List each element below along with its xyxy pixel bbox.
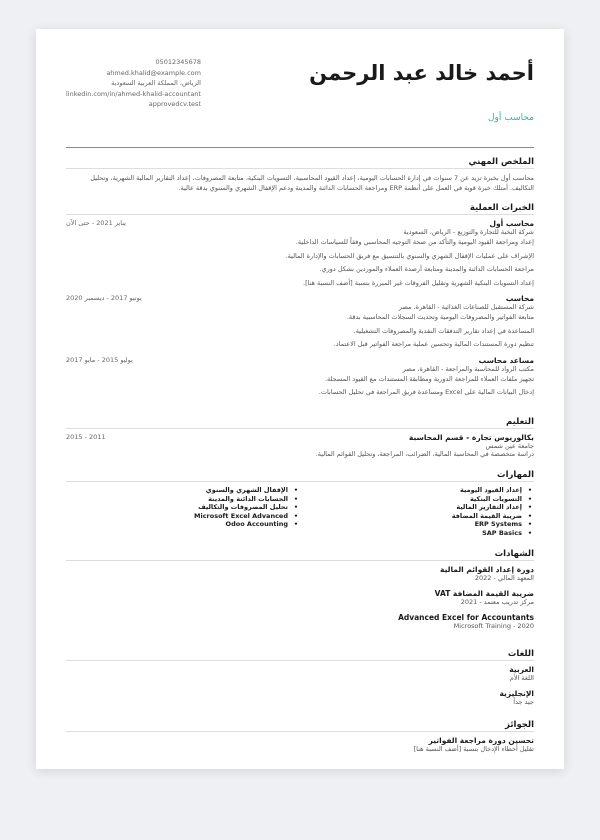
language-level: اللغة الأم: [509, 674, 534, 682]
job-date: يناير 2021 - حتى الآن: [66, 219, 126, 227]
language-level: جيد جداً: [513, 698, 534, 706]
education-detail: دراسة متخصصة في المحاسبة المالية، الضرائب، المراجعة، وتحليل القوائم المالية.: [315, 450, 534, 458]
job-bullet: إعداد ومراجعة القيود اليومية والتأكد من صحة التوجيه المحاسبي وفقاً للسياسات الداخلية.: [295, 238, 534, 246]
job-company: شركة النخبة للتجارة والتوزيع - الرياض، السعودية: [403, 228, 534, 236]
contact-block: [66, 57, 201, 110]
school-name: جامعة عين شمس: [485, 442, 534, 450]
skills-column: [66, 486, 300, 537]
job-bullet: المساعدة في إعداد تقارير التدفقات النقدية والمصروفات التشغيلية.: [353, 326, 534, 335]
award-detail: تقليل أخطاء الإدخال بنسبة [أضف النسبة هنا]: [413, 745, 534, 753]
skill-item: • الحسابات الدائنة والمدينة: [66, 495, 300, 504]
languages-section: [66, 649, 534, 713]
skill-item: • إعداد القيود اليومية: [300, 486, 534, 495]
skill-item: • Microsoft Excel Advanced: [66, 512, 300, 521]
cert-name: دورة إعداد القوائم المالية: [440, 565, 534, 574]
awards-section: [66, 720, 534, 753]
job-date: يونيو 2017 - ديسمبر 2020: [66, 294, 142, 302]
job-title: محاسب: [505, 294, 534, 303]
contact-phone: 05012345678: [155, 58, 201, 66]
job-title: محاسب أول: [489, 219, 534, 228]
job-bullet: مراجعة الحسابات الدائنة والمدينة ومتابعة أرصدة العملاء والموردين بشكل دوري.: [319, 265, 534, 273]
job-company: شركة المستقبل للصناعات الغذائية - القاهرة، مصر: [398, 303, 534, 311]
cert-name: ضريبة القيمة المضافة VAT: [434, 589, 534, 598]
resume-header: [66, 57, 534, 147]
cert-issuer: Microsoft Training - 2020: [453, 622, 534, 630]
job-date: يوليو 2015 - مايو 2017: [66, 355, 133, 364]
contact-linkedin[interactable]: linkedin.com/in/ahmed-khalid-accountant: [66, 89, 201, 98]
education-entry: [66, 433, 534, 458]
section-title: الشهادات: [66, 549, 534, 561]
skill-item: • SAP Basics: [300, 529, 534, 538]
resume-page: [36, 29, 564, 769]
contact-location: الرياض، المملكة العربية السعودية: [111, 79, 201, 87]
section-title: المهارات: [66, 470, 534, 482]
skills-section: [66, 470, 534, 537]
job-entry: [66, 356, 534, 400]
degree-title: بكالوريوس تجارة - قسم المحاسبة: [408, 433, 534, 442]
job-company: مكتب الرواد للمحاسبة والمراجعة - القاهرة، مصر: [402, 364, 534, 373]
skill-item: • التسويات البنكية: [300, 495, 534, 504]
skills-column: [300, 486, 534, 537]
summary-section: [66, 157, 534, 193]
job-title: مساعد محاسب: [478, 355, 534, 365]
certifications-section: [66, 549, 534, 637]
contact-email[interactable]: ahmed.khalid@example.com: [106, 68, 201, 77]
job-bullet: تنظيم دورة المستندات المالية وتحسين عملية مراجعة الفواتير قبل الاعتماد.: [333, 340, 534, 348]
job-bullet: إعداد التسويات البنكية الشهرية وتقليل الفروقات غير المبررة بنسبة [أضف النسبة هنا].: [303, 278, 534, 287]
candidate-role: محاسب أول: [488, 113, 534, 123]
skill-item: • الإقفال الشهري والسنوي: [66, 486, 300, 495]
summary-text: محاسب أول بخبرة تزيد عن 7 سنوات في إدارة الحسابات اليومية، إعداد القيود المحاسبية، التسويات البنكية، متابعة المصروفات، إعداد التقارير المالية الشهرية، وتحليل التكاليف. أمتلك خبرة قوية في العمل على أنظمة ERP ومراجعة الحسابات الدائنة والمدينة ودعم الإقفال الشهري والسنوي بدقة عالية.: [90, 174, 534, 192]
header-divider: [66, 147, 534, 148]
candidate-name: أحمد خالد عبد الرحمن: [309, 61, 534, 85]
job-bullet: تجهيز ملفات العملاء للمراجعة الدورية ومطابقة المستندات مع القيود المسجلة.: [324, 374, 534, 383]
section-title: اللغات: [66, 649, 534, 661]
section-title: التعليم: [66, 417, 534, 429]
skill-item: • تحليل المصروفات والتكاليف: [66, 503, 300, 512]
job-bullet: الإشراف على عمليات الإقفال الشهري والسنوي بالتنسيق مع فريق الحسابات والإدارة المالية.: [285, 251, 534, 260]
cert-name: Advanced Excel for Accountants: [398, 613, 534, 622]
job-bullet: متابعة الفواتير والمصروفات اليومية وتحديث السجلات المحاسبية بدقة.: [346, 313, 534, 321]
education-date: 2011 - 2015: [66, 433, 106, 441]
language-name: العربية: [509, 665, 534, 674]
skill-item: • ضريبة القيمة المضافة: [300, 512, 534, 521]
job-entry: [66, 294, 534, 352]
contact-website[interactable]: approvedcv.test: [148, 100, 201, 108]
section-title: الجوائز: [66, 720, 534, 732]
experience-section: [66, 203, 534, 400]
section-title: الخبرات العملية: [66, 203, 534, 215]
award-name: تحسين دورة مراجعة الفواتير: [428, 736, 534, 745]
skill-item: • ERP Systems: [300, 520, 534, 529]
skill-item: • إعداد التقارير المالية: [300, 503, 534, 512]
skill-item: • Odoo Accounting: [66, 520, 300, 529]
job-entry: [66, 219, 534, 290]
section-title: الملخص المهني: [66, 157, 534, 169]
education-section: [66, 417, 534, 458]
cert-issuer: المعهد المالي - 2022: [474, 574, 534, 582]
cert-issuer: مركز تدريب معتمد - 2021: [460, 598, 534, 606]
language-name: الإنجليزية: [499, 689, 534, 698]
job-bullet: إدخال البيانات المالية على Excel ومساعدة فريق المراجعة في تحليل الحسابات.: [318, 388, 534, 396]
